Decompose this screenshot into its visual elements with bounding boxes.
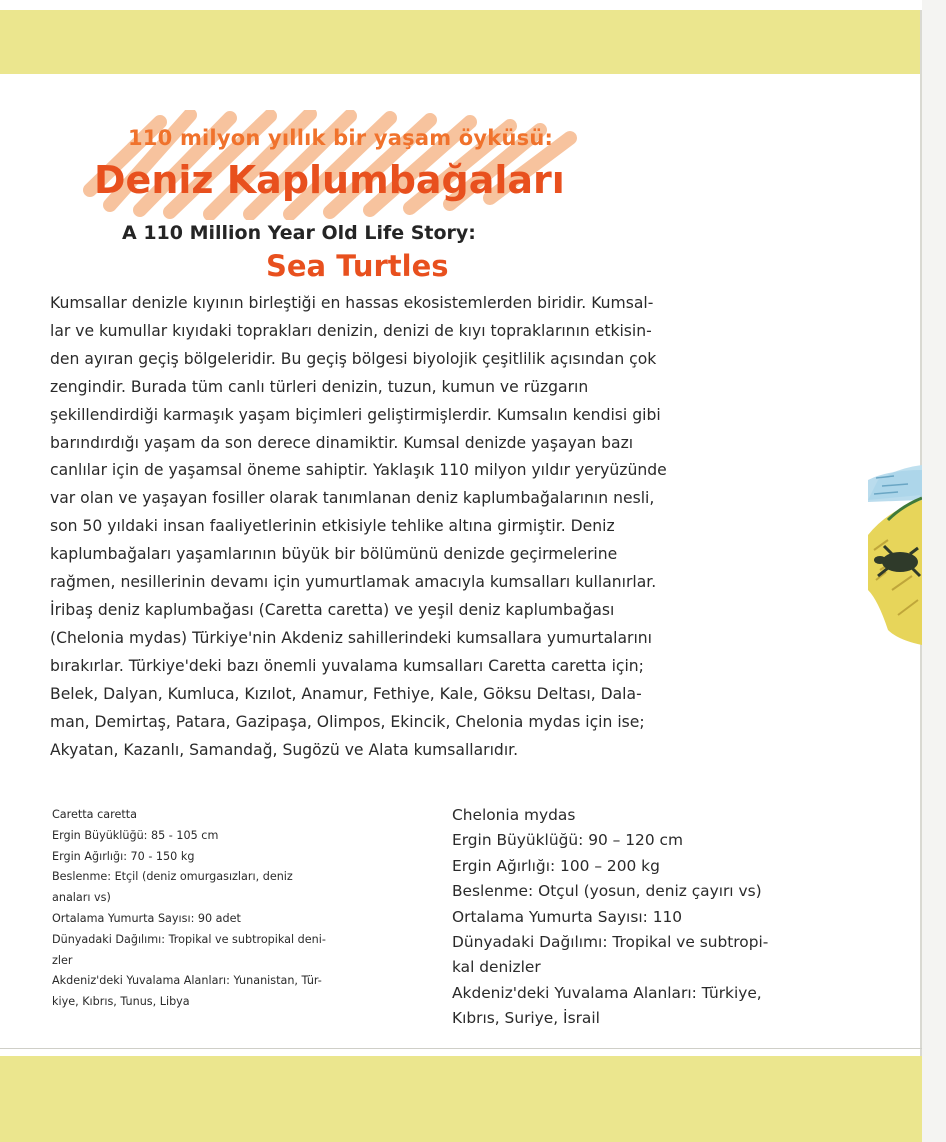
chelonia-fact-line: Chelonia mydas <box>452 806 576 824</box>
body-line: zengindir. Burada tüm canlı türleri denizin, tuzun, kumun ve rüzgarın <box>50 377 589 396</box>
caretta-fact-line: Ergin Büyüklüğü: 85 - 105 cm <box>52 828 219 842</box>
body-paragraph <box>50 290 736 764</box>
caretta-fact-line: Ergin Ağırlığı: 70 - 150 kg <box>52 849 195 863</box>
chelonia-fact-line: Dünyadaki Dağılımı: Tropikal ve subtropi- <box>452 933 769 952</box>
top-color-band <box>0 10 922 74</box>
chelonia-fact-line: Ergin Büyüklüğü: 90 – 120 cm <box>452 831 683 850</box>
caretta-fact-line: anaları vs) <box>52 891 111 905</box>
chelonia-facts-box <box>452 803 812 1032</box>
page-edge <box>922 0 946 1142</box>
caretta-fact-line: kiye, Kıbrıs, Tunus, Libya <box>52 995 190 1009</box>
caretta-fact-line: Akdeniz'deki Yuvalama Alanları: Yunanistan, Tür- <box>52 974 322 988</box>
bottom-color-band <box>0 1056 922 1142</box>
body-line: bırakırlar. Türkiye'deki bazı önemli yuvalama kumsalları Caretta caretta için; <box>50 656 644 675</box>
body-line: barındırdığı yaşam da son derece dinamiktir. Kumsal denizde yaşayan bazı <box>50 433 634 452</box>
caretta-fact-line: Dünyadaki Dağılımı: Tropikal ve subtropikal deni- <box>52 932 326 946</box>
caretta-fact-line: Ortalama Yumurta Sayısı: 90 adet <box>52 911 241 925</box>
body-line: Akyatan, Kazanlı, Samandağ, Sugözü ve Alata kumsallarıdır. <box>50 740 519 759</box>
body-line: son 50 yıldaki insan faaliyetlerinin etkisiyle tehlike altına girmiştir. Deniz <box>50 517 615 536</box>
caretta-fact-line: Caretta caretta <box>52 808 137 821</box>
body-line: canlılar için de yaşamsal öneme sahiptir. Yaklaşık 110 milyon yıldır yeryüzünde <box>50 461 667 480</box>
body-line: rağmen, nesillerinin devamı için yumurtlamak amacıyla kumsalları kullanırlar. <box>50 573 657 592</box>
chelonia-fact-line: Ortalama Yumurta Sayısı: 110 <box>452 907 683 926</box>
caretta-fact-line: Beslenme: Etçil (deniz omurgasızları, deniz <box>52 870 293 884</box>
chelonia-fact-line: Beslenme: Otçul (yosun, deniz çayırı vs) <box>452 882 762 901</box>
chelonia-fact-line: kal denizler <box>452 958 541 977</box>
body-line: Kumsallar denizle kıyının birleştiği en hassas ekosistemlerden biridir. Kumsal- <box>50 294 654 312</box>
sea-turtle-illustration-icon <box>868 440 922 660</box>
body-line: man, Demirtaş, Patara, Gazipaşa, Olimpos, Ekincik, Chelonia mydas için ise; <box>50 712 645 731</box>
title-english-main: Sea Turtles <box>266 249 449 283</box>
body-line: (Chelonia mydas) Türkiye'nin Akdeniz sahillerindeki kumsallara yumurtalarını <box>50 628 652 647</box>
body-line: lar ve kumullar kıyıdaki toprakları denizin, denizi de kıyı topraklarının etkisin- <box>50 321 652 340</box>
body-line: den ayıran geçiş bölgeleridir. Bu geçiş bölgesi biyolojik çeşitlilik açısından çok <box>50 349 657 368</box>
body-line: şekillendirdiği karmaşık yaşam biçimleri geliştirmişlerdir. Kumsalın kendisi gibi <box>50 405 661 424</box>
title-turkish-subtitle: 110 milyon yıllık bir yaşam öyküsü: <box>128 126 554 150</box>
body-line: kaplumbağaları yaşamlarının büyük bir bölümünü denizde geçirmelerine <box>50 545 618 564</box>
caretta-fact-line: zler <box>52 953 73 967</box>
title-turkish-main: Deniz Kaplumbağaları <box>94 158 565 202</box>
chelonia-fact-line: Akdeniz'deki Yuvalama Alanları: Türkiye, <box>452 983 762 1002</box>
body-line: Belek, Dalyan, Kumluca, Kızılot, Anamur, Fethiye, Kale, Göksu Deltası, Dala- <box>50 684 642 703</box>
title-english-subtitle: A 110 Million Year Old Life Story: <box>122 222 476 244</box>
caretta-facts-box <box>52 805 382 1013</box>
body-line: İribaş deniz kaplumbağası (Caretta caretta) ve yeşil deniz kaplumbağası <box>50 600 615 619</box>
chelonia-fact-line: Kıbrıs, Suriye, İsrail <box>452 1009 600 1028</box>
chelonia-fact-line: Ergin Ağırlığı: 100 – 200 kg <box>452 856 660 875</box>
bottom-rule <box>0 1048 922 1049</box>
body-line: var olan ve yaşayan fosiller olarak tanımlanan deniz kaplumbağalarının nesli, <box>50 489 655 508</box>
